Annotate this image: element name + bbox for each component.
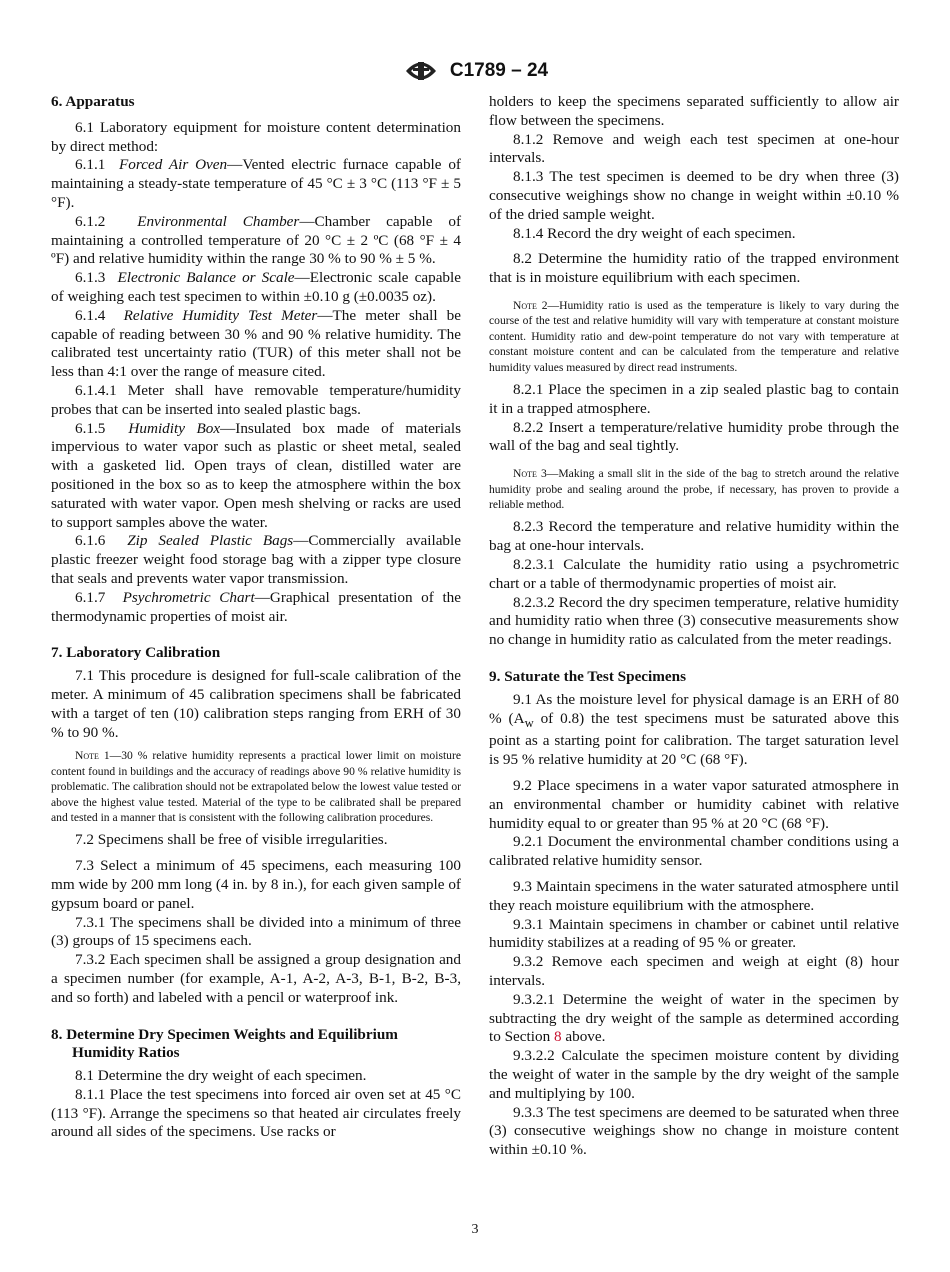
section-6-title: 6. Apparatus [51, 93, 135, 110]
para-7-3-2: 7.3.2 Each specimen shall be assigned a group designation and a specimen number (for example, A-1, A-2, A-3, B-1, B-2, B-3, and so forth) and labeled with a pencil or waterproof ink. [51, 951, 461, 1006]
para-6-1-4: 6.1.4 Relative Humidity Test Meter—The meter shall be capable of reading between 30 % and 90 % relative humidity. The calibrated test uncertainty ratio (TUR) of this meter shall not be less than 4:1 over the range of measure cited. [51, 306, 462, 381]
document-code: C1789 – 24 [449, 60, 549, 81]
section-8-link[interactable]: 8 [553, 1028, 562, 1046]
term-humidity-box: Humidity Box [128, 419, 221, 437]
page-header [0, 56, 950, 86]
term-environmental-chamber: Environmental Chamber [137, 212, 300, 230]
para-8-1-1: 8.1.1 Place the test specimens into forced air oven set at 45 °C (113 °F). Arrange the specimens so that heated air circulates freely around all sides of the specimens. Use racks or [51, 1085, 461, 1141]
term-forced-air-oven: Forced Air Oven [119, 156, 228, 174]
note-1: Note 1—30 % relative humidity represents a practical lower limit on moisture content found in buildings and the accuracy of readings above 90 % relative humidity is problematic. The calibration should not be extrapolated below the lowest value tested or above the highest value tested. Material of the type to be calibrated shall be prepared and tested in a manner that is consistent with the following calibration procedures. [51, 749, 461, 824]
para-8-1: 8.1 Determine the dry weight of each specimen. [75, 1067, 367, 1085]
para-8-2-1: 8.2.1 Place the specimen in a zip sealed plastic bag to contain it in a trapped atmosphere. [489, 381, 899, 417]
para-9-2-1: 9.2.1 Document the environmental chamber conditions using a calibrated relative humidity sensor. [489, 833, 899, 870]
term-electronic-balance: Electronic Balance or Scale [117, 269, 295, 287]
section-7-title: 7. Laboratory Calibration [51, 644, 221, 662]
term-psychrometric-chart: Psychrometric Chart [122, 588, 255, 606]
para-9-2: 9.2 Place specimens in a water vapor saturated atmosphere in an environmental chamber or humidity cabinet with relative humidity equal to or greater than 95 % at 20 °C (68 °F). [489, 777, 899, 832]
para-7-3-1: 7.3.1 The specimens shall be divided into a minimum of three (3) groups of 15 specimens each. [51, 913, 461, 950]
para-9-1: 9.1 As the moisture level for physical damage is an ERH of 80 % ($A_w$ of 0.8) the test specimens must be saturated above this point as a starting point for calibration. The target saturation level is 95 % relative humidity at 20 °C (68 °F). [489, 690, 899, 769]
para-8-2-3-1: 8.2.3.1 Calculate the humidity ratio using a psychrometric chart or a table of thermodynamic properties of moist air. [489, 556, 899, 592]
para-7-1: 7.1 This procedure is designed for full-scale calibration of the meter. A minimum of 45 calibration specimens shall be fabricated with a target of ten (10) calibration steps ranging from ERH of 30 % to 90 %. [51, 667, 461, 741]
left-column [51, 93, 461, 1142]
para-7-3: 7.3 Select a minimum of 45 specimens, each measuring 100 mm wide by 200 mm long (4 in. by 8 in.), for each given sample of gypsum board or panel. [51, 857, 461, 912]
para-9-3-1: 9.3.1 Maintain specimens in chamber or cabinet until relative humidity stabilizes at a reading of 95 % or greater. [489, 915, 899, 952]
para-8-1-2: 8.1.2 Remove and weigh each test specimen at one-hour intervals. [489, 130, 899, 167]
para-8-1-1-continued: holders to keep the specimens separated sufficiently to allow air flow between the specimens. [489, 93, 899, 129]
para-9-3: 9.3 Maintain specimens in the water saturated atmosphere until they reach moisture equilibrium with the atmosphere. [489, 877, 899, 914]
note-2: Note 2—Humidity ratio is used as the temperature is likely to vary during the course of the test and relative humidity will vary with temperature at constant moisture content. Humidity ratio and dew-point temperature do not vary with temperature at constant moisture content and can be calculated from the temperature and relative humidity values measured by direct read instruments. [489, 298, 899, 374]
section-8-title: 8. Determine Dry Specimen Weights and Equilibrium Humidity Ratios [51, 1025, 398, 1062]
right-column [489, 93, 899, 1160]
para-6-1-6: 6.1.6 Zip Sealed Plastic Bags—Commercially available plastic freezer weight food storage bag with a zipper type closure that seals and prevents water vapor transmission. [51, 532, 461, 587]
para-6-1-2: 6.1.2 Environmental Chamber—Chamber capable of maintaining a controlled temperature of 20 °C ± 2 ºC (68 °F ± 4 ºF) and relative humidity within the range 30 % to 90 % ± 5 %. [51, 212, 462, 268]
page-number: 3 [471, 1222, 479, 1237]
para-6-1-7: 6.1.7 Psychrometric Chart—Graphical presentation of the thermodynamic properties of moist air. [51, 588, 462, 625]
para-6-1: 6.1 Laboratory equipment for moisture content determination by direct method: [51, 118, 461, 155]
para-6-1-4-1: 6.1.4.1 Meter shall have removable temperature/humidity probes that can be inserted into sealed plastic bags. [51, 381, 461, 418]
para-8-2-2: 8.2.2 Insert a temperature/relative humidity probe through the wall of the bag and seal tightly. [489, 418, 899, 455]
para-9-3-3: 9.3.3 The test specimens are deemed to be saturated when three (3) consecutive weighings show no change in moisture content within ±0.10 %. [489, 1103, 900, 1159]
para-8-2: 8.2 Determine the humidity ratio of the trapped environment that is in moisture equilibrium with each specimen. [489, 250, 899, 287]
term-zip-sealed-bags: Zip Sealed Plastic Bags [127, 532, 294, 550]
para-8-2-3-2: 8.2.3.2 Record the dry specimen temperature, relative humidity and humidity ratio when three (3) consecutive measurements show no change in humidity ratio as calculated from the meter readings. [489, 593, 899, 649]
para-8-1-4: 8.1.4 Record the dry weight of each specimen. [513, 224, 796, 242]
para-6-1-1: 6.1.1 Forced Air Oven—Vented electric furnace capable of maintaining a steady-state temperature of 45 °C ± 3 °C (113 °F ± 5 °F). [51, 156, 461, 211]
term-rh-test-meter: Relative Humidity Test Meter [123, 306, 318, 324]
para-8-2-3: 8.2.3 Record the temperature and relative humidity within the bag at one-hour intervals. [489, 518, 899, 555]
para-9-3-2-1: 9.3.2.1 Determine the weight of water in the specimen by subtracting the dry weight of the sample as determined according to Section 8 above. [489, 990, 899, 1046]
para-9-3-2-2: 9.3.2.2 Calculate the specimen moisture content by dividing the weight of water in the sample by the dry weight of the sample and multiplying by 100. [489, 1047, 899, 1102]
astm-logo-icon [402, 56, 440, 86]
para-9-3-2: 9.3.2 Remove each specimen and weigh at eight (8) hour intervals. [489, 953, 899, 989]
section-9-title: 9. Saturate the Test Specimens [489, 667, 687, 685]
para-6-1-5: 6.1.5 Humidity Box—Insulated box made of materials impervious to water vapor such as plastic or sheet metal, sealed with a gasketed lid. Open trays of clean, distilled water are positioned in the box so as to keep the atmosphere within the box saturated with water vapor. Open mesh shelving or racks are used to support samples above the water. [51, 419, 462, 531]
para-7-2: 7.2 Specimens shall be free of visible irregularities. [75, 831, 388, 849]
para-6-1-3: 6.1.3 Electronic Balance or Scale—Electronic scale capable of weighing each test specimen to within ±0.10 g (±0.0035 oz). [51, 269, 461, 305]
note-3: Note 3—Making a small slit in the side of the bag to stretch around the relative humidity probe and sealing around the probe, if necessary, has proven to provide a reliable method. [489, 467, 900, 511]
para-8-1-3: 8.1.3 The test specimen is deemed to be dry when three (3) consecutive weighings show no change in weight within ±0.10 % of the dried sample weight. [489, 168, 899, 223]
